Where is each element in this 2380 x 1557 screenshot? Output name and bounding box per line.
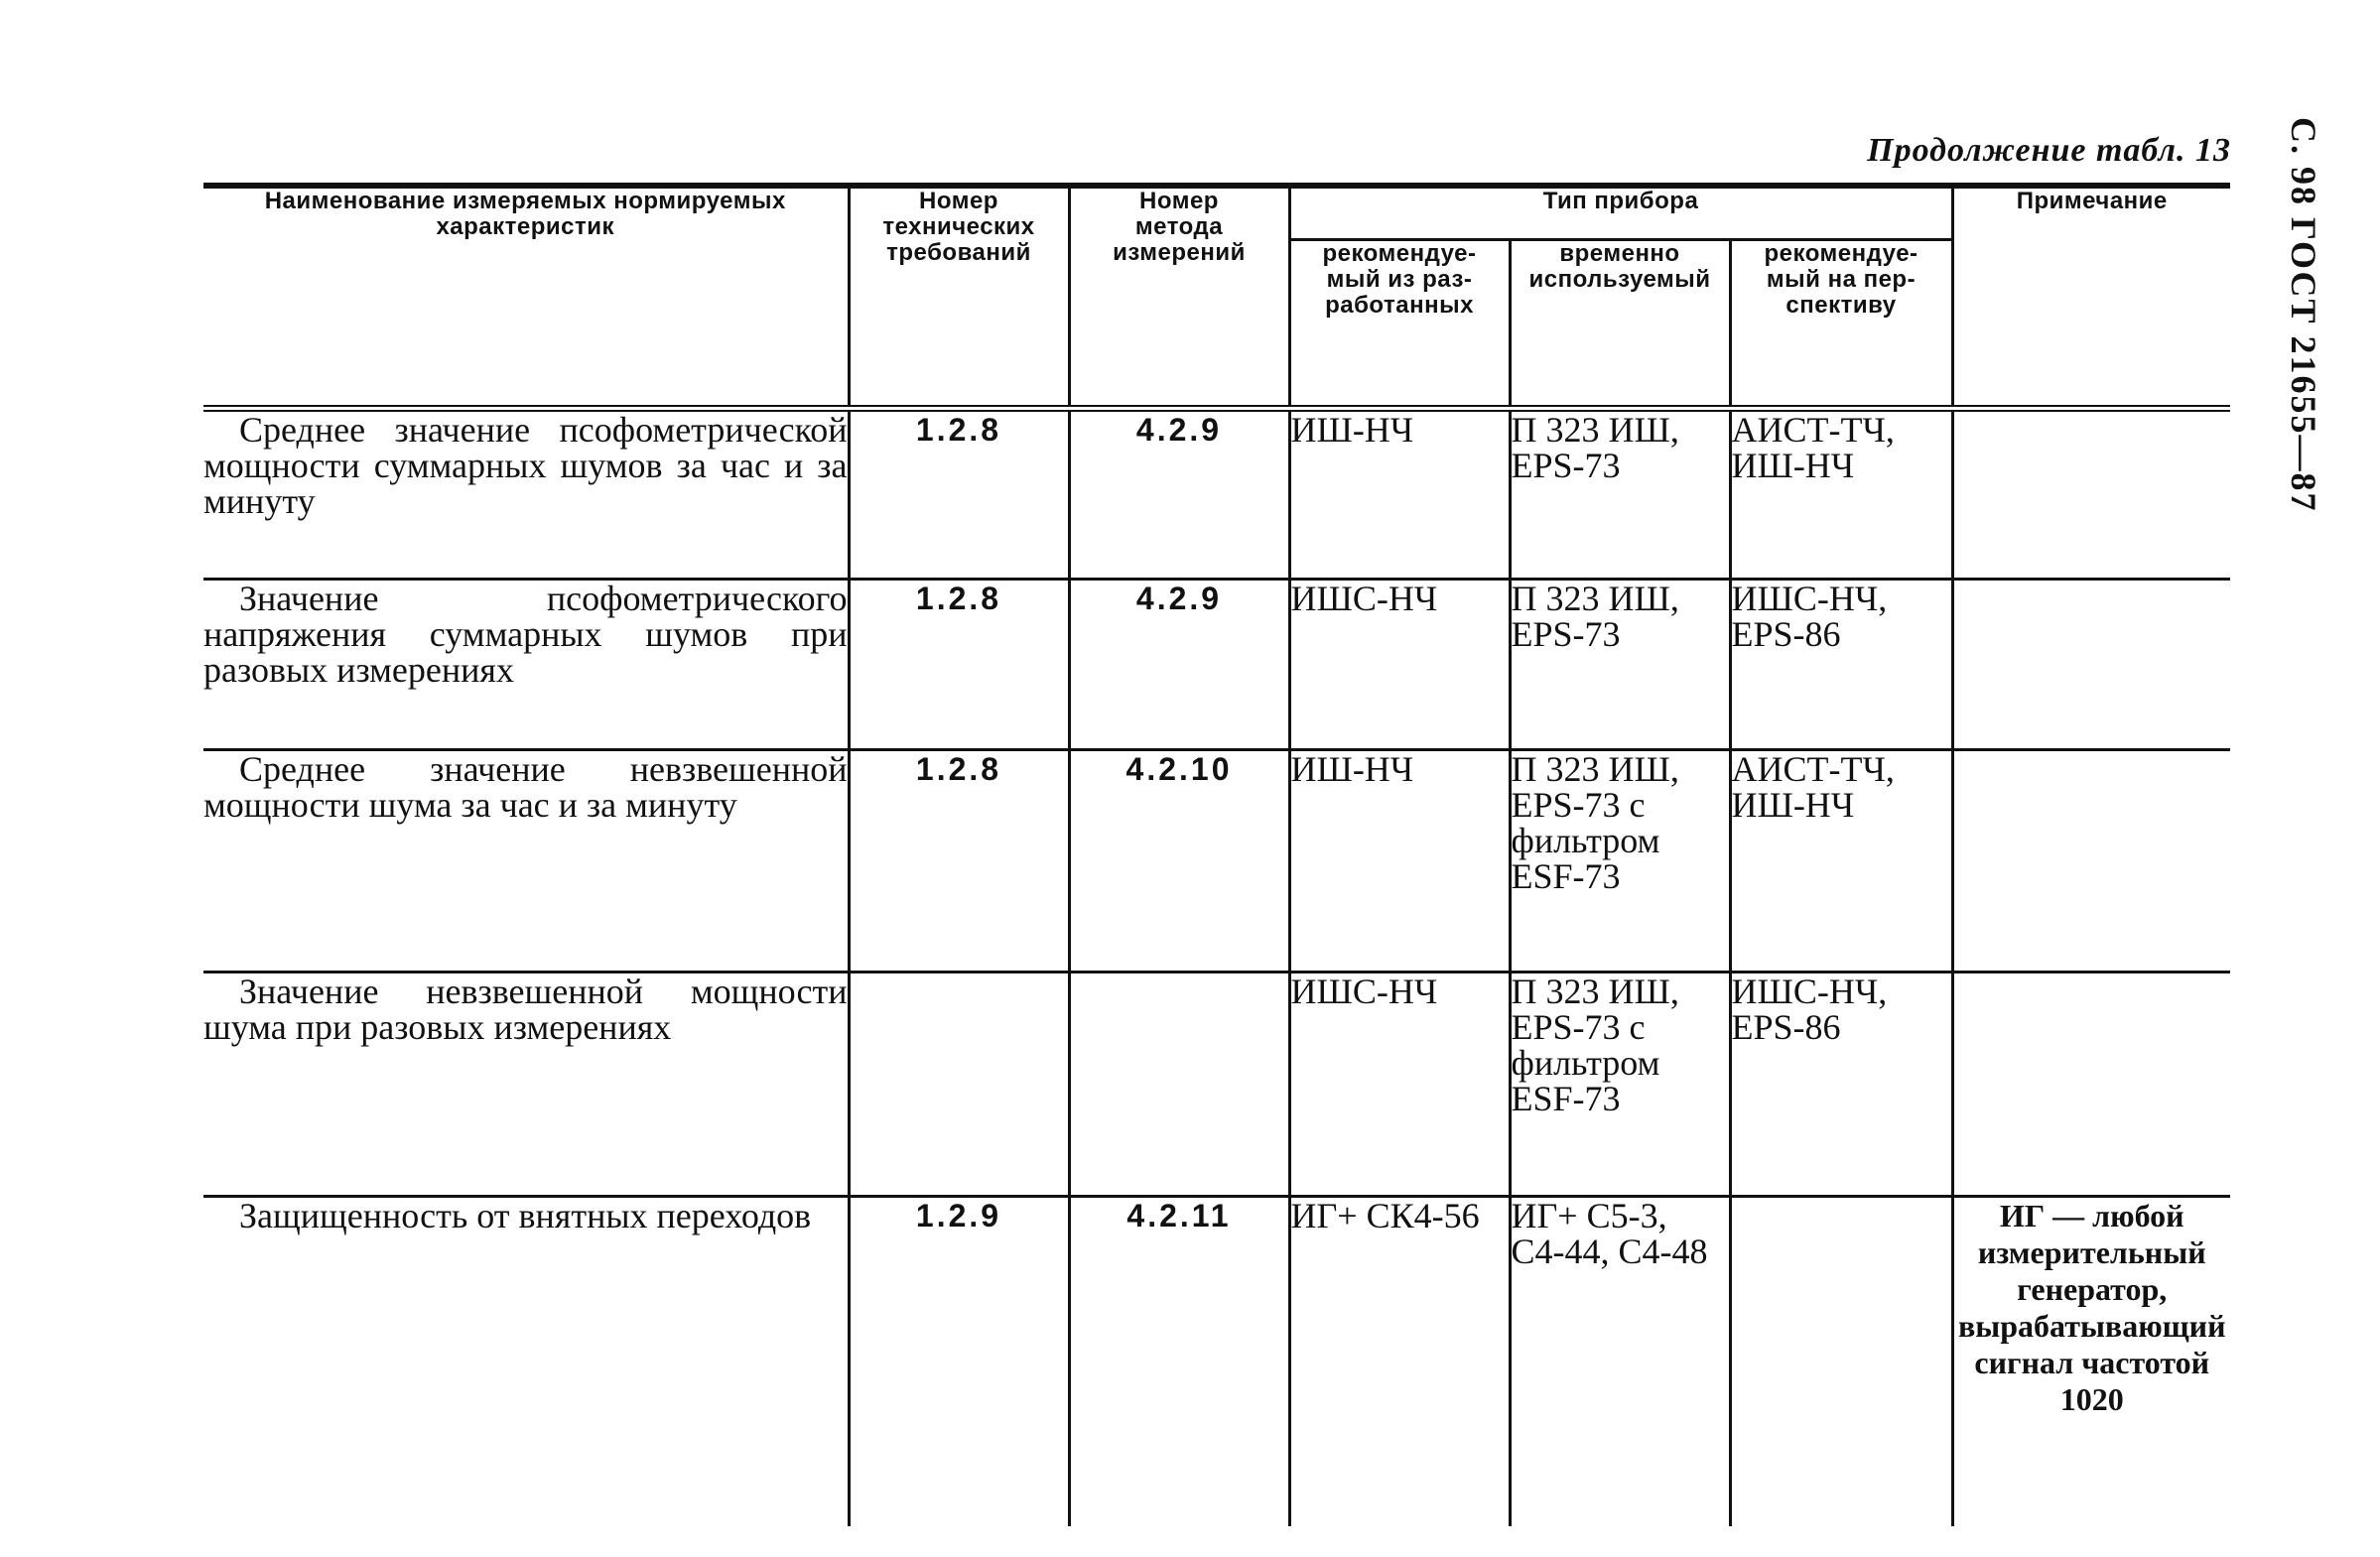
cell-prospective: АИСТ-ТЧ, ИШ-НЧ — [1730, 750, 1952, 973]
cell-note — [1952, 409, 2230, 580]
cell-recommended: ИШС-НЧ — [1289, 973, 1510, 1197]
cell-recommended: ИШ-НЧ — [1289, 409, 1510, 580]
cell-prospective: ИШС-НЧ, EPS-86 — [1730, 580, 1952, 750]
cell-note — [1952, 580, 2230, 750]
cell-method: 4.2.11 — [1069, 1197, 1289, 1526]
cell-req: 1.2.8 — [849, 580, 1069, 750]
table-continuation-caption: Продолжение табл. 13 — [1867, 132, 2231, 169]
cell-name: Среднее значение невзвешенной мощности шума за час и за минуту — [203, 750, 849, 973]
cell-recommended: ИГ+ СК4-56 — [1289, 1197, 1510, 1526]
table-row — [203, 1197, 2230, 1526]
cell-name: Значение невзвешенной мощности шума при разовых измерениях — [203, 973, 849, 1197]
cell-prospective — [1730, 1197, 1952, 1526]
cell-note — [1952, 973, 2230, 1197]
cell-method: 4.2.9 — [1069, 580, 1289, 750]
cell-req: 1.2.9 — [849, 1197, 1069, 1526]
measurement-table — [203, 183, 2230, 1526]
cell-name: Значение псофометрического напряжения суммарных шумов при разовых измерениях — [203, 580, 849, 750]
cell-recommended: ИШС-НЧ — [1289, 580, 1510, 750]
cell-method: 4.2.10 — [1069, 750, 1289, 973]
header-temporary: временно используемый — [1510, 240, 1730, 409]
cell-method: 4.2.9 — [1069, 409, 1289, 580]
cell-prospective: ИШС-НЧ, EPS-86 — [1730, 973, 1952, 1197]
cell-prospective: АИСТ-ТЧ, ИШ-НЧ — [1730, 409, 1952, 580]
cell-recommended: ИШ-НЧ — [1289, 750, 1510, 973]
table-row — [203, 750, 2230, 973]
cell-temporary: П 323 ИШ, EPS-73 с фильтром ESF-73 — [1510, 750, 1730, 973]
cell-note — [1952, 750, 2230, 973]
header-method-no: Номер метода измерений — [1069, 186, 1289, 409]
header-req-no: Номер технических требований — [849, 186, 1069, 409]
header-recommended: рекомендуе-мый из раз-работанных — [1289, 240, 1510, 409]
header-device-type: Тип прибора — [1289, 186, 1952, 240]
cell-temporary: П 323 ИШ, EPS-73 с фильтром ESF-73 — [1510, 973, 1730, 1197]
cell-temporary: П 323 ИШ, EPS-73 — [1510, 580, 1730, 750]
cell-req: 1.2.8 — [849, 409, 1069, 580]
cell-req — [849, 973, 1069, 1197]
header-name: Наименование измеряемых нормируемых характеристик — [203, 186, 849, 409]
side-header-text: С. 98 ГОСТ 21655—87 — [2284, 117, 2323, 513]
cell-req: 1.2.8 — [849, 750, 1069, 973]
cell-name: Среднее значение псофометрической мощности суммарных шумов за час и за минуту — [203, 409, 849, 580]
table-row — [203, 973, 2230, 1197]
cell-temporary: ИГ+ С5-3, С4-44, С4-48 — [1510, 1197, 1730, 1526]
header-prospective: рекомендуе-мый на пер-спективу — [1730, 240, 1952, 409]
cell-temporary: П 323 ИШ, EPS-73 — [1510, 409, 1730, 580]
table-row — [203, 580, 2230, 750]
cell-method — [1069, 973, 1289, 1197]
page-side-header — [2255, 117, 2344, 713]
cell-note: ИГ — любой измерительный генератор, вырабатывающий сигнал частотой 1020 — [1952, 1197, 2230, 1526]
header-note: Примечание — [1952, 186, 2230, 409]
table-row — [203, 409, 2230, 580]
cell-name: Защищенность от внятных переходов — [203, 1197, 849, 1526]
